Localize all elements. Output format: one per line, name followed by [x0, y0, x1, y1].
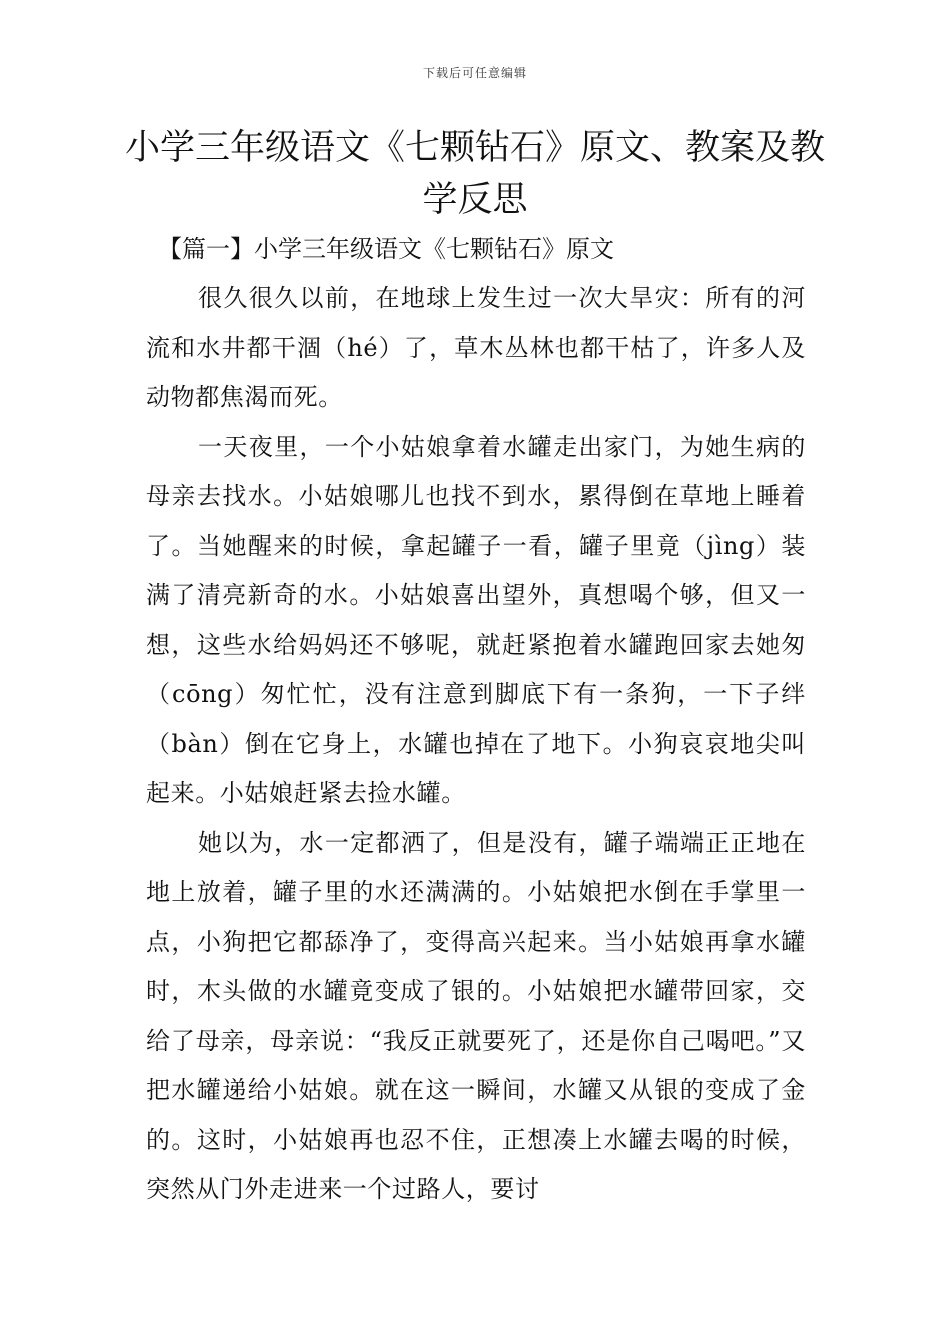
paragraph-1: 很久很久以前，在地球上发生过一次大旱灾：所有的河流和水井都干涸（hé）了，草木丛林也都干枯了，许多人及动物都焦渴而死。 — [146, 284, 806, 411]
header-note: 下载后可任意编辑 — [422, 66, 527, 80]
paragraph-2: 一天夜里，一个小姑娘拿着水罐走出家门，为她生病的母亲去找水。小姑娘哪儿也找不到水，累得倒在草地上睡着了。当她醒来的时候，拿起罐子一看，罐子里竟（jìng）装满了清亮新奇的水。小姑娘喜出望外，真想喝个够，但又一想，这些水给妈妈还不够呢，就赶紧抱着水罐跑回家去她匆（cōng）匆忙忙，没有注意到脚底下有一条狗，一下子绊（bàn）倒在它身上，水罐也掉在了地下。小狗哀哀地尖叫起来。小姑娘赶紧去捡水罐。 — [146, 432, 806, 807]
document-title: 小学三年级语文《七颗钻石》原文、教案及教学反思 — [124, 128, 825, 220]
paragraph-3: 她以为，水一定都洒了，但是没有，罐子端端正正地在地上放着，罐子里的水还满满的。小姑娘把水倒在手掌里一点，小狗把它都舔净了，变得高兴起来。当小姑娘再拿水罐时，木头做的水罐竟变成了银的。小姑娘把水罐带回家，交给了母亲，母亲说：“我反正就要死了，还是你自己喝吧。”又把水罐递给小姑娘。就在这一瞬间，水罐又从银的变成了金的。这时，小姑娘再也忍不住，正想凑上水罐去喝的时候，突然从门外走进来一个过路人，要讨 — [146, 828, 806, 1203]
section-heading: 【篇一】小学三年级语文《七颗钻石》原文 — [158, 235, 614, 263]
body-text — [146, 274, 806, 1215]
